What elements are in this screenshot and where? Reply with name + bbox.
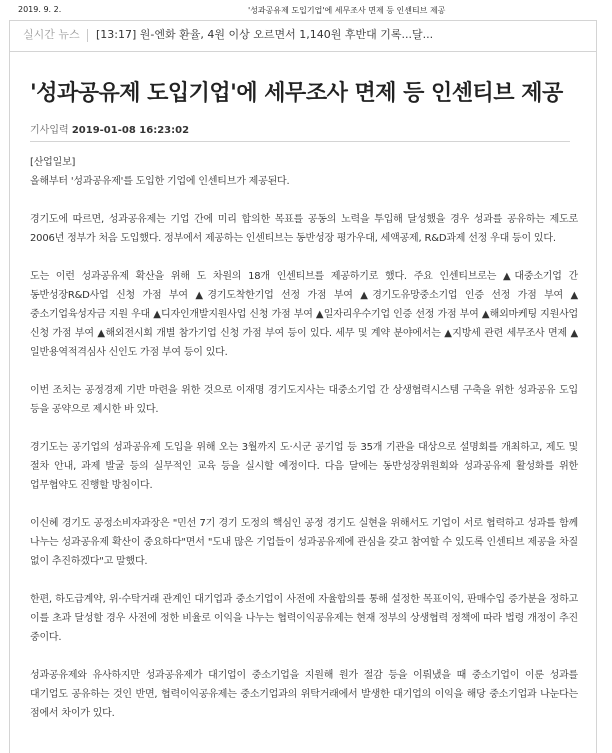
article-paragraph: 경기도는 공기업의 성과공유제 도입을 위해 오는 3월까지 도·시군 공기업 등 35개 기관을 대상으로 설명회를 개최하고, 제도 및 절차 안내, 과제 발굴 등의 실무적인 교육 등을 실시할 예정이다. 다음 달에는 동반성장위원회와 성과공유제 활성화를 위한 업무협약도 진행할 방침이다. [30, 442, 578, 491]
page-frame [9, 20, 597, 753]
ticker-label[interactable]: 실시간 뉴스 [23, 28, 80, 41]
article-paragraph: 이번 조치는 공정경제 기반 마련을 위한 것으로 이재명 경기도지사는 대중소기업 간 상생협력시스템 구축을 위한 성과공유 도입 등을 공약으로 제시한 바 있다. [30, 385, 578, 415]
article-source: [산업일보] [30, 157, 76, 168]
print-header [0, 0, 612, 18]
article-paragraph: 이신혜 경기도 공정소비자과장은 "민선 7기 경기 도정의 핵심인 공정 경기도 실현을 위해서도 기업이 서로 협력하고 성과를 함께 나누는 성과공유제 확산이 중요하다"면서 "도내 많은 기업들이 성과공유제에 관심을 갖고 참여할 수 있도록 인센티브 제공을 차질 없이 추진하겠다"고 말했다. [30, 518, 578, 567]
ticker-divider [87, 29, 88, 42]
article-headline: '성과공유제 도입기업'에 세무조사 면제 등 인센티브 제공 [30, 81, 563, 106]
article-paragraph: 성과공유제와 유사하지만 성과공유제가 대기업이 중소기업을 지원해 원가 절감 등을 이뤄냈을 때 중소기업이 이룬 성과를 대기업도 공유하는 것인 반면, 협력이익공유제는 중소기업과의 위탁거래에서 발생한 대기업의 이익을 해당 중소기업과 나눈다는 점에서 차이가 있다. [30, 670, 578, 719]
news-ticker [10, 20, 596, 52]
print-page-title: '성과공유제 도입기업'에 세무조사 면제 등 인센티브 제공 [248, 6, 446, 15]
publish-datetime: 2019-01-08 16:23:02 [71, 125, 190, 136]
article-paragraph: 올해부터 '성과공유제'를 도입한 기업에 인센티브가 제공된다. [30, 176, 290, 187]
meta-label: 기사입력 [30, 125, 69, 136]
divider [30, 141, 570, 142]
article-paragraph: 경기도에 따르면, 성과공유제는 기업 간에 미리 합의한 목표를 공동의 노력을 투입해 달성했을 경우 성과를 공유하는 제도로 2006년 정부가 처음 도입했다. 정부에서 제공하는 인센티브는 동반성장 평가우대, 세액공제, R&D과제 선정 우대 등이 있다. [30, 214, 578, 244]
article-paragraph: 도는 이런 성과공유제 확산을 위해 도 차원의 18개 인센티브를 제공하기로 했다. 주요 인센티브로는 ▲대중소기업 간 동반성장R&D사업 신청 가점 부여 ▲경기도착한기업 선정 가점 부여 ▲경기도유망중소기업 인증 선정 가점 부여 ▲중소기업육성자금 지원 우대 ▲디자인개발지원사업 신청 가점 부여 ▲일자리우수기업 인증 선정 가점 부여 ▲해외마케팅 지원사업 신청 가점 부여 ▲해외전시회 개별 참가기업 신청 가점 부여 등이 있다. 세무 및 계약 분야에서는 ▲지방세 관련 세무조사 면제 ▲일반용역적격심사 신인도 가점 부여 등이 있다. [30, 271, 578, 358]
article-meta [30, 121, 189, 136]
print-date: 2019. 9. 2. [18, 5, 62, 14]
ticker-headline-link[interactable]: [13:17] 원-엔화 환율, 4원 이상 오르면서 1,140원 후반대 기록...달... [96, 28, 434, 41]
article-body [30, 153, 578, 742]
article-paragraph: 한편, 하도급계약, 위·수탁거래 관계인 대기업과 중소기업이 사전에 자율합의를 통해 설정한 목표이익, 판매수입 증가분을 정하고 이를 초과 달성할 경우 사전에 정한 비율로 이익을 나누는 협력이익공유제는 현재 정부의 상생협력 정책에 따라 법령 개정이 추진 중이다. [30, 594, 578, 643]
